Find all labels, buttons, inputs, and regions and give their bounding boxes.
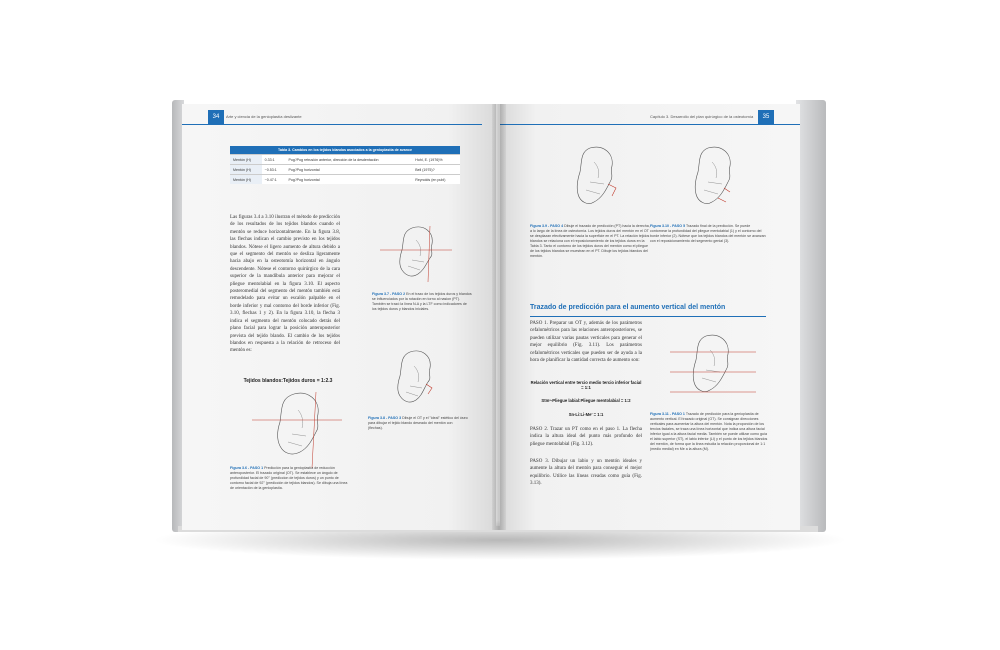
caption-label: Figura 3.11 - PASO 1	[650, 412, 685, 416]
data-table	[230, 146, 460, 184]
table-cell: Pog'/Pog horizontal	[286, 165, 413, 175]
page-number: 34	[208, 110, 224, 124]
table-cell: Bell (1975)?	[412, 165, 460, 175]
running-head: Arte y ciencia de la genioplastía deslizante	[226, 114, 302, 119]
table-title: Tabla 3. Cambios en los tejidos blandos asociados a la genioplastía de avance	[230, 146, 460, 155]
caption-label: Figura 3.8 - PASO 3	[368, 416, 402, 420]
table-cell: Mentón (H)	[230, 155, 262, 165]
figure-caption	[530, 224, 650, 259]
table-cell: ~0.47:1	[262, 175, 286, 185]
caption-label: Figura 3.6 - PASO 1	[230, 466, 264, 470]
cephalometric-figure-3-8	[368, 344, 458, 416]
caption-text: Dibuje el trazado de predicción (PT) hacia la derecha, a lo largo de la línea de osteotomía. Los tejidos duros del mentón en el OT se desplazan efectivamente hacia la superficie en el PT. La relación tejidos blandos se relaciona con el reposicionamiento de los tejidos duros en la Tabla 3. Tanto el contorno de los tejidos duros del mentón como el pliegue de los tejidos blandos se muestran en el PT. Dibuje los tejidos blandos del mentón.	[530, 224, 650, 258]
cephalometric-figure-3-10	[668, 140, 758, 220]
table-cell: Hohl, E. (1976)%	[412, 155, 460, 165]
table-cell: Mentón (H)	[230, 175, 262, 185]
caption-label: Figura 3.9 - PASO 4	[530, 224, 564, 228]
table-row	[230, 155, 460, 165]
caption-text: En el trazo de los tejidos duros y blandos se influenciados por la rotación en torno al nasion (PT). También se trazó la línea N-A y la LTF como indicadores de los tejidos duros y blandos iniciales.	[372, 292, 472, 311]
book-cover-right	[796, 100, 826, 532]
table-row	[230, 175, 460, 185]
figure-caption	[230, 466, 350, 491]
ratio-formula: Tejidos blandos:Tejidos duros = 1:2.3	[243, 378, 333, 384]
section-rule	[530, 316, 766, 317]
cephalometric-figure-3-7	[372, 220, 462, 290]
figure-caption	[650, 412, 768, 452]
step-1-text: PASO 1. Preparar un OT y, además de los parámetros cefalométricos para las relaciones anteroposteriores, se pueden utilizar varias pautas verticales para generar el mejor equilibrio (Fig. 3.11). Los parámetros cefalométricos verticales que pueden ser de ayuda a la hora de planificar la cantidad correcta de aumento son:	[530, 321, 642, 364]
table-cell: 0.33:1	[262, 155, 286, 165]
figure-caption	[372, 292, 472, 312]
cephalometric-figure-3-6	[242, 384, 352, 474]
caption-text: Dibuje el OT y el "ideal" estético del óseo para dibujar el tejido blando deseado del mentón con (flechas).	[368, 416, 468, 430]
page-number: 35	[758, 110, 774, 124]
book-spine-shadow	[492, 104, 506, 530]
ratio-formula-3: Sn-Li:Li-Me' = 1:1	[568, 412, 604, 417]
ratio-formula-1: Relación vertical entre tercio medio tercio inferior facial = 1:1	[530, 380, 642, 390]
caption-text: Predicción para la genioplastía de reducción anteroposterior. El trazado original (OT). Se establece un ángulo de profundidad facial de 90° (prediccion de tejidos duros) y un punto de contorno facial de 92° (predicción de tejidos blandos). Se dibuja una línea de orientación de la genioplastía.	[230, 466, 348, 490]
section-heading: Trazado de predicción para el aumento vertical del mentón	[530, 304, 726, 311]
step-2-text: PASO 2. Trazar un PT como en el paso 1. La flecha indica la altura ideal del punto más profundo del pliegue mentolabial (Fig. 3.12).	[530, 427, 642, 447]
header-rule	[500, 124, 800, 125]
header-rule	[182, 124, 482, 125]
ratio-formula-2: Stmˢ-Pliegue labial:Pliegue mentolabial = 1:2	[541, 398, 631, 403]
figure-caption	[650, 224, 766, 244]
cephalometric-figure-3-9	[550, 140, 640, 220]
figure-caption	[368, 416, 468, 431]
step-3-text: PASO 3. Dibujar un labio y un mentón ideales y aumente la altura del mentón para conseguir el mejor equilibrio. Utilice las líneas creadas como guía (Fig. 3.13).	[530, 459, 642, 487]
caption-label: Figura 3.10 - PASO 5	[650, 224, 686, 228]
table-cell: Reynolds (en publ)	[412, 175, 460, 185]
cephalometric-figure-3-11	[660, 328, 760, 408]
table-cell: ~0.53:1	[262, 165, 286, 175]
caption-text: Trazado final de la predicción. Se puede contornear la profundidad del pliegue mentolabial (1) y el contorno del borde inferior (2). Nótese que los tejidos blandos del mentón se avanzan con el reposicionamiento del segmento genial (3).	[650, 224, 766, 243]
table-cell: Pog'/Pog horizontal	[286, 175, 413, 185]
caption-label: Figura 3.7 - PASO 2	[372, 292, 406, 296]
body-text: Las figuras 3.4 a 3.10 ilustran el método de predicción de los resultados de los tejidos blandos cuando el mentón se reduce horizontalmente. En la figura 3.8, las flechas indican el cambio previsto en los tejidos blandos. Nótese el ligero aumento de altura debido a que el segmento del mentón se desliza ligeramente hacia abajo en la osteotomía horizontal en ángulo descendente. Nótese el contorno quirúrgico de la cara superior de la mandíbula anterior para mejorar el pliegue mentolabial en la figura 3.10. El aspecto posteromedial del segmento del mentón también está remodelado para evitar un escalón palpable en el borde inferior y mal contorno del borde inferior (Fig. 3.10, flechas 1 y 2). En la figura 3.10, la flecha 3 indica el segmento del mentón colocado detrás del plano facial para lograr la posición anteroposterior prevista del tejido blando. El cambio de los tejidos blandos en respuesta a la relación de retroceso del mentón es:	[230, 215, 340, 354]
table-row	[230, 165, 460, 175]
left-page	[182, 104, 496, 530]
caption-text: Trazado de predicción para la genioplastía de aumento vertical. El trazado original (OT). Se consignan direcciones verticales para aumentar la altura del mentón. Nota la proporción de los tercios faciales, se traza una línea horizontal que indica una altura facial inferior igual a la altura facial media. También se puede utilizar como guía el labio superior (ST), el labio inferior (LI) y el punto de los tejidos blandos del mentón, de forma que la línea estudia la relación proporcional de 1:1 (medio medial) en Me a la altura (M).	[650, 412, 768, 451]
running-head: Capítulo 3. Desarrollo del plan quirúrgico de la osteotomía	[650, 114, 754, 119]
right-page	[500, 104, 800, 530]
table-cell: Pog'/Pog retrusión anterior, dirección de la desdentación	[286, 155, 413, 165]
table-cell: Mentón (H)	[230, 165, 262, 175]
